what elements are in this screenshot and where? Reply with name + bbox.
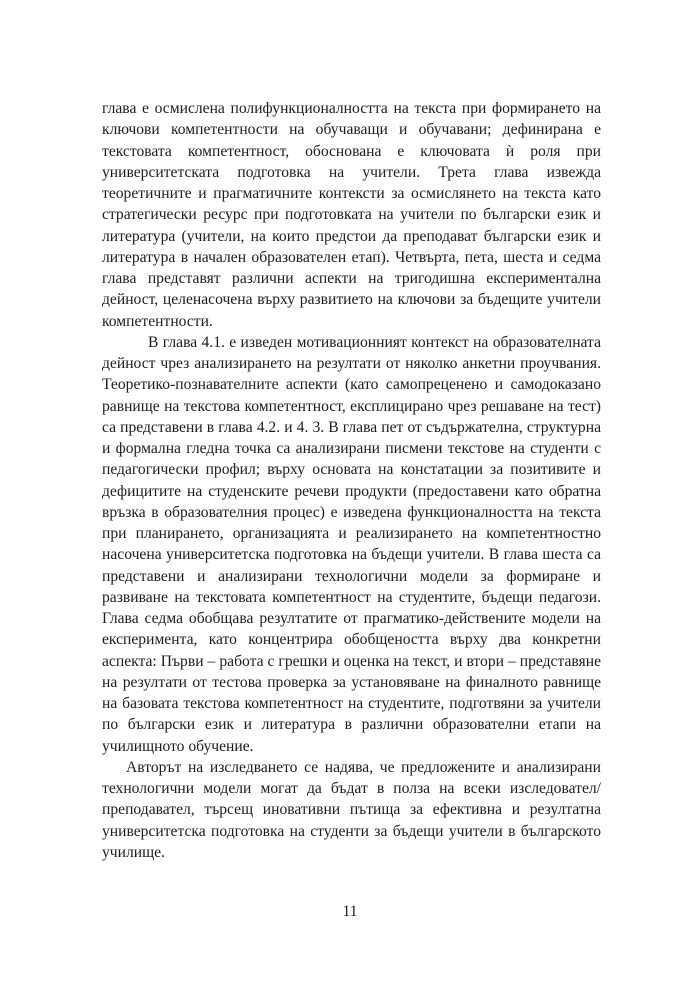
paragraph-chapter-details: В глава 4.1. е изведен мотивационният контекст на образователната дейност чрез анализирането на резултати от няколко анкетни проучвания. Теоретико-познавателните аспекти (като самопреценено и самодоказано равнище на текстова компетентност, експлицирано чрез решаване на тест) са представени в глава 4.2. и 4. 3. В глава пет от съдържателна, структурна и формална гледна точка са анализирани писмени текстове на студенти с педагогически профил; върху основата на констатации за позитивите и дефицитите на студенските речеви продукти (предоставени като обратна връзка в образователния процес) е изведена функционалността на текста при планирането, организацията и реализирането на компетентностно насочена университетска подготовка на бъдещи учители. В глава шеста са представени и анализирани технологични модели за формиране и развиване на текстовата компетентност на студентите, бъдещи педагози. Глава седма обобщава резултатите от прагматико-действените модели на експеримента, като концентрира обобщеността върху два конкретни аспекта: Първи – работа с грешки и оценка на текст, и втори – представяне на резултати от тестова проверка за установяване на финалното равнище на базовата текстова компетентност на студентите, подготвяни за учители по български език и литература в различни образователни етапи на училищното обучение. (102, 333, 601, 755)
paragraph-chapter-overview: глава е осмислена полифункционалността на текста при формирането на ключови компетентности на обучаващи и обучавани; дефинирана е текстовата компетентност, обоснована е ключовата ѝ роля при университетската подготовка на учители. Трета глава извежда теоретичните и прагматичните контексти за осмислянето на текста като стратегически ресурс при подготовката на учители по български език и литература (учители, на които предстои да преподават български език и литература в начален образователен етап). Четвърта, пета, шеста и седма глава представят различни аспекти на тригодишна експериментална дейност, целенасочена върху развитието на ключови за бъдещите учители компетентности. (102, 100, 601, 330)
paragraph-author-hope: Авторът на изследването се надява, че предложените и анализирани технологични модели могат да бъдат в полза на всеки изследовател/преподавател, търсещ иновативни пътища за ефективна и резултатна университетска подготовка на студенти за бъдещи учители в българското училище. (102, 758, 601, 861)
page-number: 11 (342, 903, 358, 920)
body-text (102, 98, 601, 863)
